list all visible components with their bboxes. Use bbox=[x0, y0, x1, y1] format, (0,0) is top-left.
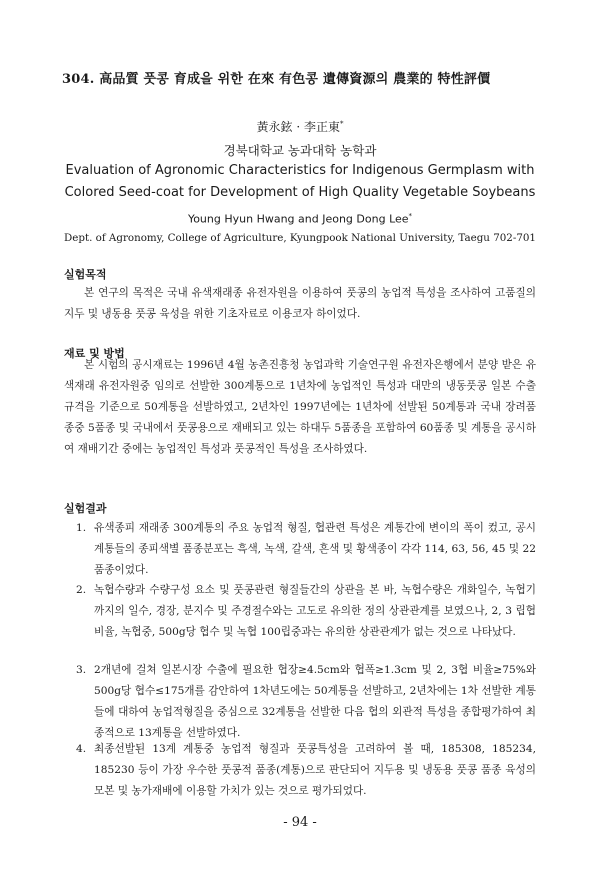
english-title-line-1: Evaluation of Agronomic Characteristics for Indigenous Germplasm with bbox=[65, 163, 535, 178]
section-heading-results: 실험결과 bbox=[64, 502, 107, 515]
authors-english bbox=[0, 212, 600, 226]
result-item-4 bbox=[76, 739, 536, 802]
authors-korean-names: 黃永鉉 · 李正東 bbox=[256, 120, 340, 134]
methods-paragraph: 본 시험의 공시재료는 1996년 4월 농촌진흥청 농업과학 기술연구원 유전자은행에서 분양 받은 유색재래 유전자원중 임의로 선발한 300계통으로 1년차에 농업적인 특성과 대만의 냉동풋콩 일본 수출규격을 기준으로 50계통을 선발하였고, 2년차인 1997년에는 1년차에 선발된 50계통과 국내 장려품종중 5품종 및 국내에서 풋콩용으로 재배되고 있는 하대두 5품종을 포함하여 60품종 및 계통을 공시하여 재배기간 중에는 농업적인 특성과 풋콩적인 특성을 조사하였다. bbox=[64, 359, 536, 455]
corresponding-author-mark: * bbox=[339, 120, 344, 128]
result-item-1 bbox=[76, 518, 536, 581]
affiliation-english: Dept. of Agronomy, College of Agriculture, Kyungpook National University, Taegu 702-701 bbox=[64, 232, 536, 244]
result-item-text: 최종선발된 13계 계통중 농업적 형질과 풋콩특성을 고려하여 볼 때, 185308, 185234, 185230 등이 가장 우수한 풋콩적 품종(계통)으로 판단되어 지두용 및 냉동용 풋콩 품종 육성의 모본 및 농가재배에 이용할 가치가 있는 것으로 평가되었다. bbox=[94, 743, 536, 797]
section-heading-methods: 재료 및 방법 bbox=[64, 347, 125, 360]
authors-korean bbox=[0, 118, 600, 135]
corresponding-author-mark-en: * bbox=[408, 212, 413, 220]
authors-english-names: Young Hyun Hwang and Jeong Dong Lee bbox=[187, 212, 409, 226]
section-heading-objective: 실험목적 bbox=[64, 268, 107, 281]
result-item-number: 1. bbox=[76, 522, 87, 534]
result-item-text: 녹협수량과 수량구성 요소 및 풋콩관련 형질들간의 상관을 본 바, 녹협수량은 개화일수, 녹협기까지의 일수, 경장, 분지수 및 주경절수와는 고도로 유의한 정의 상관관계를 보였으나, 2, 3 립협 비율, 녹협중, 500g당 협수 및 녹협 100립중과는 유의한 상관관계가 없는 것으로 나타났다. bbox=[94, 584, 536, 638]
affiliation-korean: 경북대학교 농과대학 농학과 bbox=[223, 143, 377, 158]
english-title bbox=[0, 160, 600, 204]
objective-paragraph: 본 연구의 목적은 국내 유색재래종 유전자원을 이용하여 풋콩의 농업적 특성을 조사하여 고품질의 지두 및 냉동용 풋콩 육성을 위한 기초자료로 이용코자 하이었다. bbox=[64, 287, 536, 320]
result-item-number: 3. bbox=[76, 664, 87, 676]
page-number: - 94 - bbox=[283, 815, 317, 830]
result-item-3 bbox=[76, 660, 536, 744]
paper-title: 304. 高品質 풋콩 育成을 위한 在來 有色콩 遺傳資源의 農業的 特性評價 bbox=[62, 72, 491, 87]
result-item-number: 2. bbox=[76, 584, 87, 596]
result-item-number: 4. bbox=[76, 743, 87, 755]
result-item-text: 2개년에 걸쳐 일본시장 수출에 필요한 협장≥4.5cm와 협폭≥1.3cm 및 2, 3협 비율≥75%와 500g당 협수≤175개를 감안하여 1차년도에는 50계통을 선발하고, 2년차에는 1차 선발한 계통들에 대하여 농업적형질을 중심으로 32계통을 선발한 다음 협의 외관적 특성을 종합평가하여 최종적으로 13계통을 선발하였다. bbox=[94, 664, 536, 739]
english-title-line-2: Colored Seed-coat for Development of High Quality Vegetable Soybeans bbox=[64, 185, 536, 200]
result-item-2 bbox=[76, 580, 536, 643]
result-item-text: 유색종피 재래종 300계통의 주요 농업적 형질, 협관련 특성은 계통간에 변이의 폭이 컸고, 공시계통들의 종피색별 품종분포는 흑색, 녹색, 갈색, 흔색 및 황색종이 각각 114, 63, 56, 45 및 22품종이었다. bbox=[94, 522, 536, 576]
